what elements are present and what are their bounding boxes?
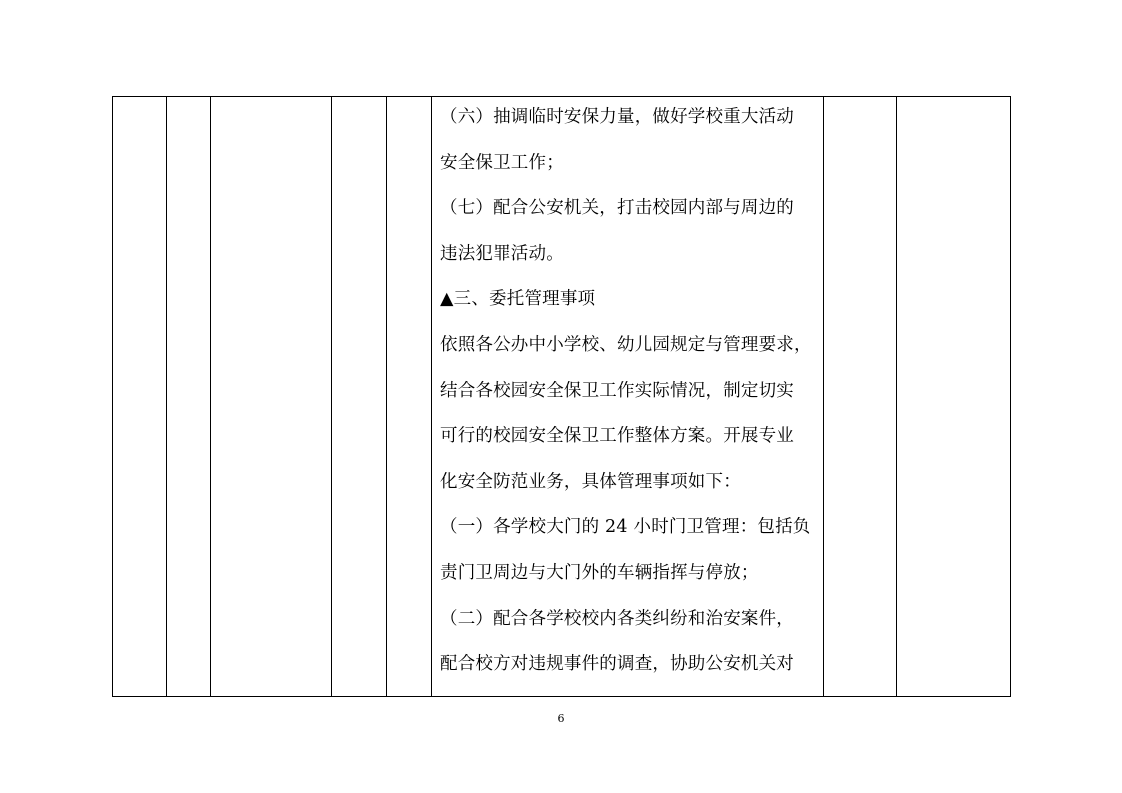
page-number: 6 [557, 712, 565, 725]
table-cell-col7 [824, 97, 897, 697]
content-line: 依照各公办中小学校、幼儿园规定与管理要求， [440, 334, 812, 355]
table-cell-col8 [897, 97, 1011, 697]
content-line: （六）抽调临时安保力量，做好学校重大活动 [440, 107, 794, 127]
table-cell-content [432, 97, 824, 697]
content-line: 可行的校园安全保卫工作整体方案。开展专业 [440, 426, 794, 447]
content-line: 违法犯罪活动。 [440, 243, 564, 264]
content-text-block [432, 97, 823, 696]
content-line: （二）配合各学校校内各类纠纷和治安案件， [440, 608, 794, 629]
content-line: （七）配合公安机关，打击校园内部与周边的 [440, 198, 794, 219]
table-cell-col2 [167, 97, 211, 697]
content-line: （一）各学校大门的 24 小时门卫管理：包括负 [440, 517, 811, 538]
table-cell-col3 [211, 97, 332, 697]
table-cell-col1 [113, 97, 167, 697]
content-line: 化安全防范业务，具体管理事项如下： [440, 471, 741, 492]
table-cell-col4 [332, 97, 387, 697]
content-line: 责门卫周边与大门外的车辆指挥与停放； [440, 562, 759, 583]
content-line: 配合校方对违规事件的调查，协助公安机关对 [440, 654, 794, 675]
table-cell-col5 [387, 97, 432, 697]
document-table [112, 96, 1011, 697]
section-heading: ▲三、委托管理事项 [440, 289, 596, 310]
table-row [113, 97, 1011, 697]
content-line: 结合各校园安全保卫工作实际情况，制定切实 [440, 380, 794, 401]
content-line: 安全保卫工作； [440, 152, 564, 173]
